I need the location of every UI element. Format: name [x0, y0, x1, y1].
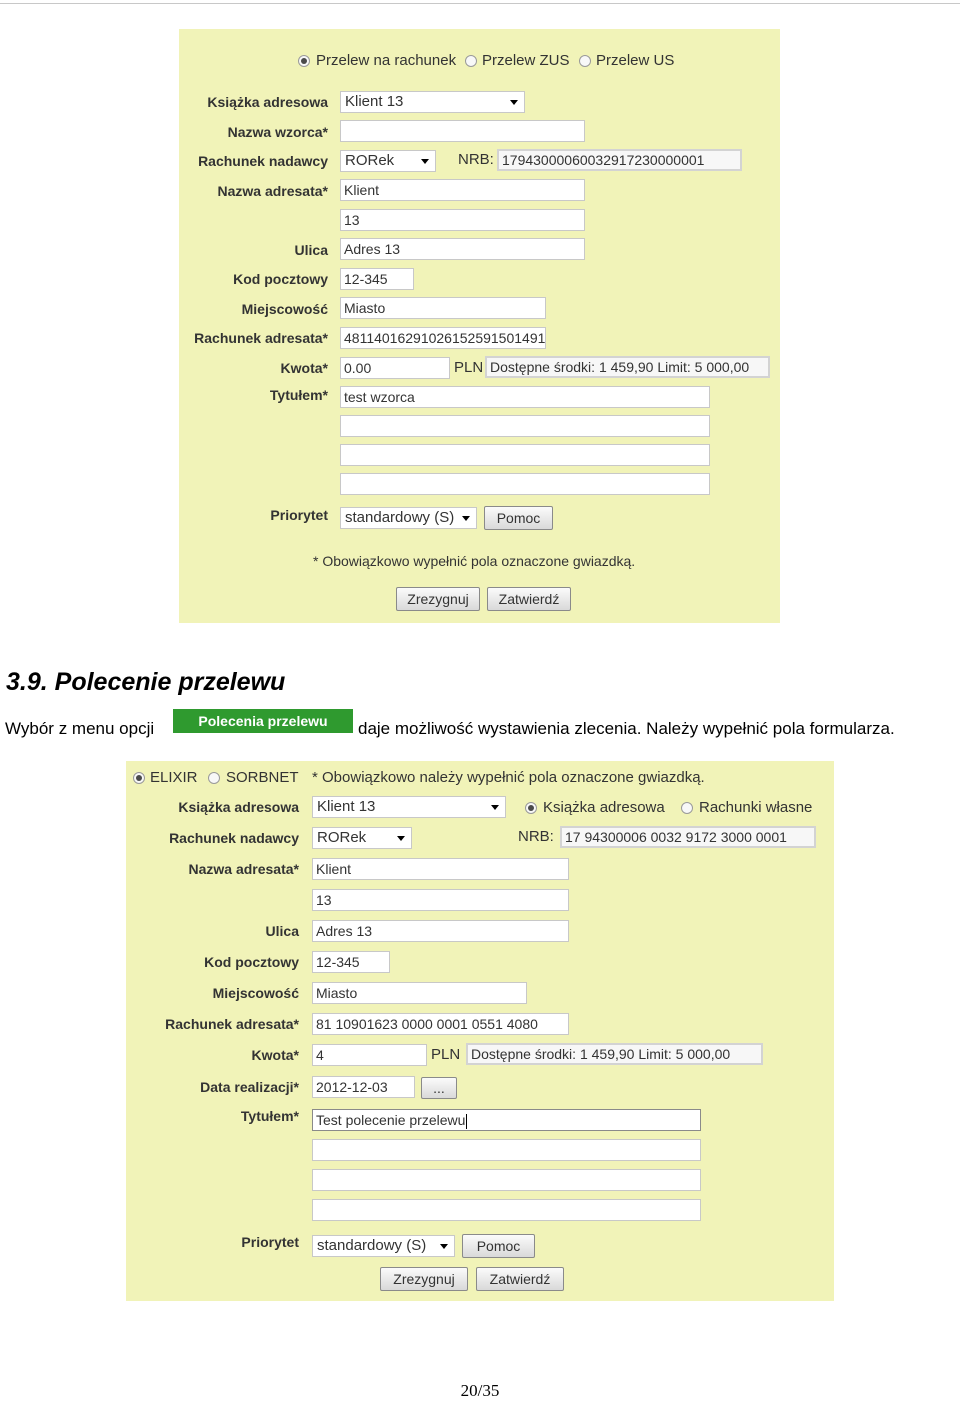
title-label: Tytułem*	[269, 387, 328, 403]
title-input-3[interactable]	[340, 444, 710, 466]
title-input-3[interactable]	[312, 1169, 701, 1191]
addressbook-label: Książka adresowa	[207, 94, 328, 110]
postal-code-input[interactable]: 12-345	[340, 268, 414, 290]
street-input[interactable]: Adres 13	[312, 920, 569, 942]
city-label: Miejscowość	[212, 985, 299, 1001]
cancel-button[interactable]: Zrezygnuj	[396, 587, 480, 611]
amount-input[interactable]: 0.00	[340, 357, 450, 379]
addressbook-select[interactable]: Klient 13	[340, 91, 525, 113]
priority-label: Priorytet	[270, 507, 328, 523]
chevron-down-icon	[421, 159, 429, 164]
radio-elixir[interactable]	[133, 772, 145, 784]
radio-transfer-account[interactable]	[298, 55, 310, 67]
recipient-account-input[interactable]: 48114016291026152591501491	[340, 327, 546, 349]
intro-text-before: Wybór z menu opcji	[5, 719, 155, 738]
amount-label: Kwota*	[280, 360, 328, 376]
recipient-account-label: Rachunek adresata*	[194, 330, 328, 346]
radio-transfer-account-label: Przelew na rachunek	[316, 52, 457, 69]
title-input-4[interactable]	[312, 1199, 701, 1221]
execution-date-input[interactable]: 2012-12-03	[312, 1076, 415, 1098]
available-funds-field: Dostępne środki: 1 459,90 Limit: 5 000,00	[485, 356, 770, 378]
section-heading: 3.9. Polecenie przelewu	[6, 668, 286, 696]
city-input[interactable]: Miasto	[312, 982, 527, 1004]
priority-select[interactable]: standardowy (S)	[340, 507, 477, 529]
city-input[interactable]: Miasto	[340, 297, 546, 319]
radio-source-own-accounts-label: Rachunki własne	[699, 799, 813, 816]
chevron-down-icon	[397, 836, 405, 841]
radio-source-addressbook-label: Książka adresowa	[543, 799, 665, 816]
chevron-down-icon	[510, 100, 518, 105]
postal-code-label: Kod pocztowy	[204, 954, 299, 970]
radio-elixir-label: ELIXIR	[150, 769, 198, 786]
sender-account-select[interactable]: RORek	[312, 827, 412, 849]
title-input-1[interactable]: Test polecenie przelewu	[312, 1109, 701, 1131]
street-label: Ulica	[294, 242, 328, 258]
radio-source-own-accounts[interactable]	[681, 802, 693, 814]
recipient-name-input-2[interactable]: 13	[340, 209, 585, 231]
page-number: 20/35	[460, 1381, 500, 1400]
top-divider	[0, 3, 960, 4]
sender-account-label: Rachunek nadawcy	[198, 153, 328, 169]
text-cursor	[466, 1114, 467, 1129]
currency-label: PLN	[454, 359, 484, 376]
nrb-label: NRB:	[518, 828, 554, 845]
cancel-button[interactable]: Zrezygnuj	[380, 1267, 468, 1291]
transfer-orders-menu-button[interactable]: Polecenia przelewu	[173, 709, 353, 733]
recipient-name-label: Nazwa adresata*	[217, 183, 328, 199]
title-input-2[interactable]	[340, 415, 710, 437]
recipient-name-input-2[interactable]: 13	[312, 889, 569, 911]
recipient-name-input-1[interactable]: Klient	[312, 858, 569, 880]
radio-sorbnet-label: SORBNET	[226, 769, 299, 786]
radio-transfer-zus-label: Przelew ZUS	[482, 52, 570, 69]
street-input[interactable]: Adres 13	[340, 238, 585, 260]
title-input-2[interactable]	[312, 1139, 701, 1161]
recipient-name-label: Nazwa adresata*	[188, 861, 299, 877]
addressbook-select[interactable]: Klient 13	[312, 796, 506, 818]
radio-transfer-us[interactable]	[579, 55, 591, 67]
execution-date-label: Data realizacji*	[200, 1079, 299, 1095]
city-label: Miejscowość	[241, 301, 328, 317]
title-input-1[interactable]: test wzorca	[340, 386, 710, 408]
nrb-field: 17943000060032917230000001	[497, 149, 742, 171]
currency-label: PLN	[431, 1046, 461, 1063]
nrb-field: 17 94300006 0032 9172 3000 0001	[560, 826, 816, 848]
amount-label: Kwota*	[251, 1047, 299, 1063]
help-button[interactable]: Pomoc	[462, 1234, 535, 1258]
street-label: Ulica	[265, 923, 299, 939]
postal-code-input[interactable]: 12-345	[312, 951, 390, 973]
radio-source-addressbook[interactable]	[525, 802, 537, 814]
radio-sorbnet[interactable]	[208, 772, 220, 784]
template-name-input[interactable]	[340, 120, 585, 142]
title-label: Tytułem*	[240, 1108, 299, 1124]
amount-input[interactable]: 4	[312, 1044, 427, 1066]
postal-code-label: Kod pocztowy	[233, 271, 328, 287]
recipient-account-input[interactable]: 81 10901623 0000 0001 0551 4080	[312, 1013, 569, 1035]
available-funds-field: Dostępne środki: 1 459,90 Limit: 5 000,00	[466, 1043, 763, 1065]
radio-transfer-zus[interactable]	[465, 55, 477, 67]
recipient-name-input-1[interactable]: Klient	[340, 179, 585, 201]
confirm-button[interactable]: Zatwierdź	[487, 587, 571, 611]
help-button[interactable]: Pomoc	[484, 506, 553, 530]
sender-account-select[interactable]: RORek	[340, 150, 436, 172]
chevron-down-icon	[440, 1244, 448, 1249]
required-note: * Obowiązkowo należy wypełnić pola oznaczone gwiazdką.	[312, 769, 705, 786]
sender-account-label: Rachunek nadawcy	[169, 830, 299, 846]
template-form-panel	[179, 29, 780, 623]
date-picker-button[interactable]: ...	[421, 1077, 457, 1099]
radio-transfer-us-label: Przelew US	[596, 52, 675, 69]
nrb-label: NRB:	[458, 151, 494, 168]
confirm-button[interactable]: Zatwierdź	[476, 1267, 564, 1291]
priority-label: Priorytet	[241, 1234, 299, 1250]
chevron-down-icon	[491, 805, 499, 810]
recipient-account-label: Rachunek adresata*	[165, 1016, 299, 1032]
title-input-4[interactable]	[340, 473, 710, 495]
required-note: * Obowiązkowo wypełnić pola oznaczone gwiazdką.	[313, 553, 636, 569]
addressbook-label: Książka adresowa	[178, 799, 299, 815]
template-name-label: Nazwa wzorca*	[227, 124, 328, 140]
priority-select[interactable]: standardowy (S)	[312, 1235, 455, 1257]
chevron-down-icon	[462, 516, 470, 521]
intro-text-after: daje możliwość wystawienia zlecenia. Należy wypełnić pola formularza.	[358, 719, 895, 738]
